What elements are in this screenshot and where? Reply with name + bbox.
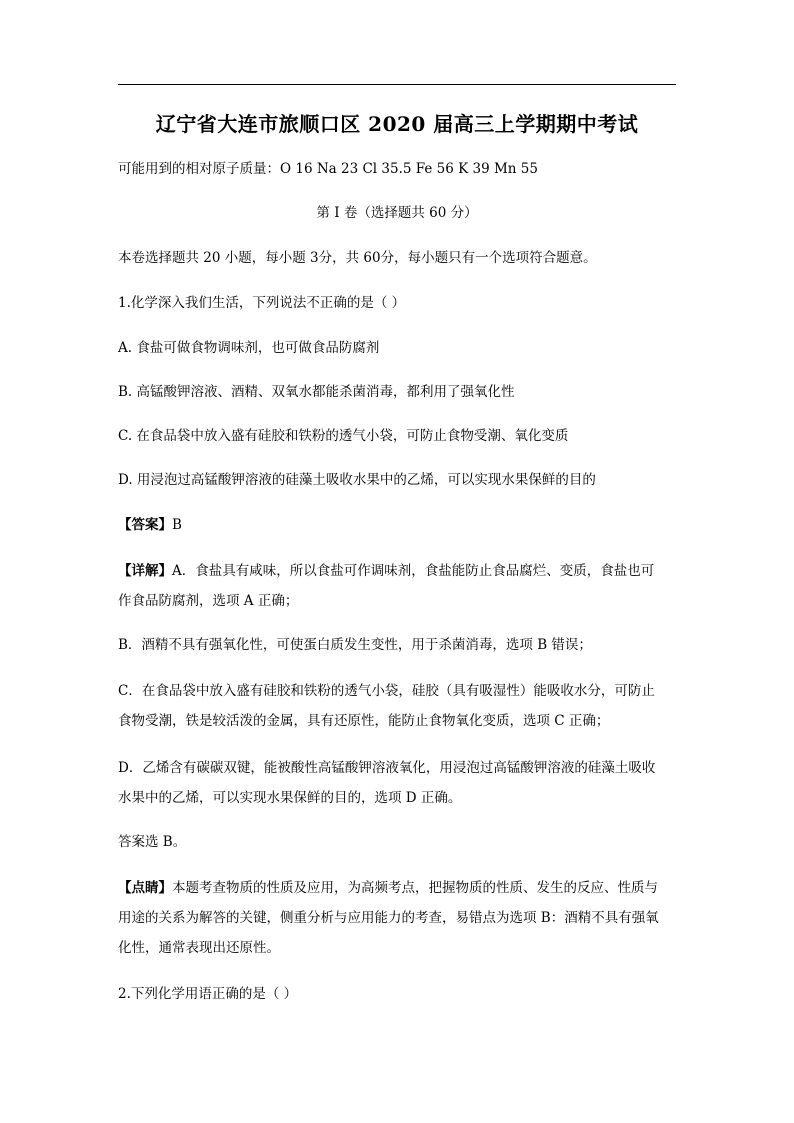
section-title: 第 I 卷（选择题共 60 分）: [316, 205, 478, 221]
question-1-option-a: A. 食盐可做食物调味剂，也可做食品防腐剂: [118, 340, 380, 356]
question-1-option-c: C. 在食品袋中放入盛有硅胶和铁粉的透气小袋，可防止食物受潮、氧化变质: [118, 428, 569, 444]
detail-d-line-2: 水果中的乙烯，可以实现水果保鲜的目的，选项 D 正确。: [118, 790, 462, 806]
detail-b: B．酒精不具有强氧化性，可使蛋白质发生变性，用于杀菌消毒，选项 B 错误；: [118, 637, 592, 653]
detail-a-line-1: [118, 562, 680, 580]
conclusion: 答案选 B。: [118, 834, 187, 850]
question-2-stem: 2.下列化学用语正确的是（ ）: [118, 986, 298, 1002]
detail-c-line-2: 食物受潮，铁是较活泼的金属，具有还原性，能防止食物氧化变质，选项 C 正确；: [118, 713, 610, 729]
section-intro: 本卷选择题共 20 小题，每小题 3分，共 60分，每小题只有一个选项符合题意。: [118, 250, 597, 266]
detail-a-line-2: 作食品防腐剂，选项 A 正确；: [118, 593, 299, 609]
detail-c-line-1: C．在食品袋中放入盛有硅胶和铁粉的透气小袋，硅胶（具有吸湿性）能吸收水分，可防止: [118, 683, 655, 699]
answer-label: 【答案】: [118, 517, 172, 533]
detail-label: 【详解】: [118, 563, 172, 579]
comment-text-1: 本题考查物质的性质及应用，为高频考点，把握物质的性质、发生的反应、性质与: [172, 880, 658, 896]
atomic-masses-note: 可能用到的相对原子质量：O 16 Na 23 Cl 35.5 Fe 56 K 39 Mn 55: [118, 161, 538, 177]
detail-d-line-1: D．乙烯含有碳碳双键，能被酸性高锰酸钾溶液氧化，用浸泡过高锰酸钾溶液的硅藻土吸收: [118, 760, 656, 776]
page-title: 辽宁省大连市旅顺口区 2020 届高三上学期期中考试: [155, 112, 639, 136]
comment-label: 【点睛】: [118, 880, 172, 896]
question-1-option-b: B. 高锰酸钾溶液、酒精、双氧水都能杀菌消毒，都利用了强氧化性: [118, 384, 515, 400]
comment-line-1: [118, 879, 680, 897]
comment-line-3: 化性，通常表现出还原性。: [118, 940, 280, 956]
question-1-option-d: D. 用浸泡过高锰酸钾溶液的硅藻土吸收水果中的乙烯，可以实现水果保鲜的目的: [118, 472, 596, 488]
question-1-answer: [118, 516, 680, 534]
question-1-stem: 1.化学深入我们生活，下列说法不正确的是（ ）: [118, 295, 406, 311]
comment-line-2: 用途的关系为解答的关键，侧重分析与应用能力的考查，易错点为选项 B：酒精不具有强氧: [118, 910, 659, 926]
answer-value: B: [172, 517, 182, 533]
detail-a-text-1: A．食盐具有咸味，所以食盐可作调味剂，食盐能防止食品腐烂、变质，食盐也可: [172, 563, 655, 579]
header-rule: [118, 84, 676, 85]
